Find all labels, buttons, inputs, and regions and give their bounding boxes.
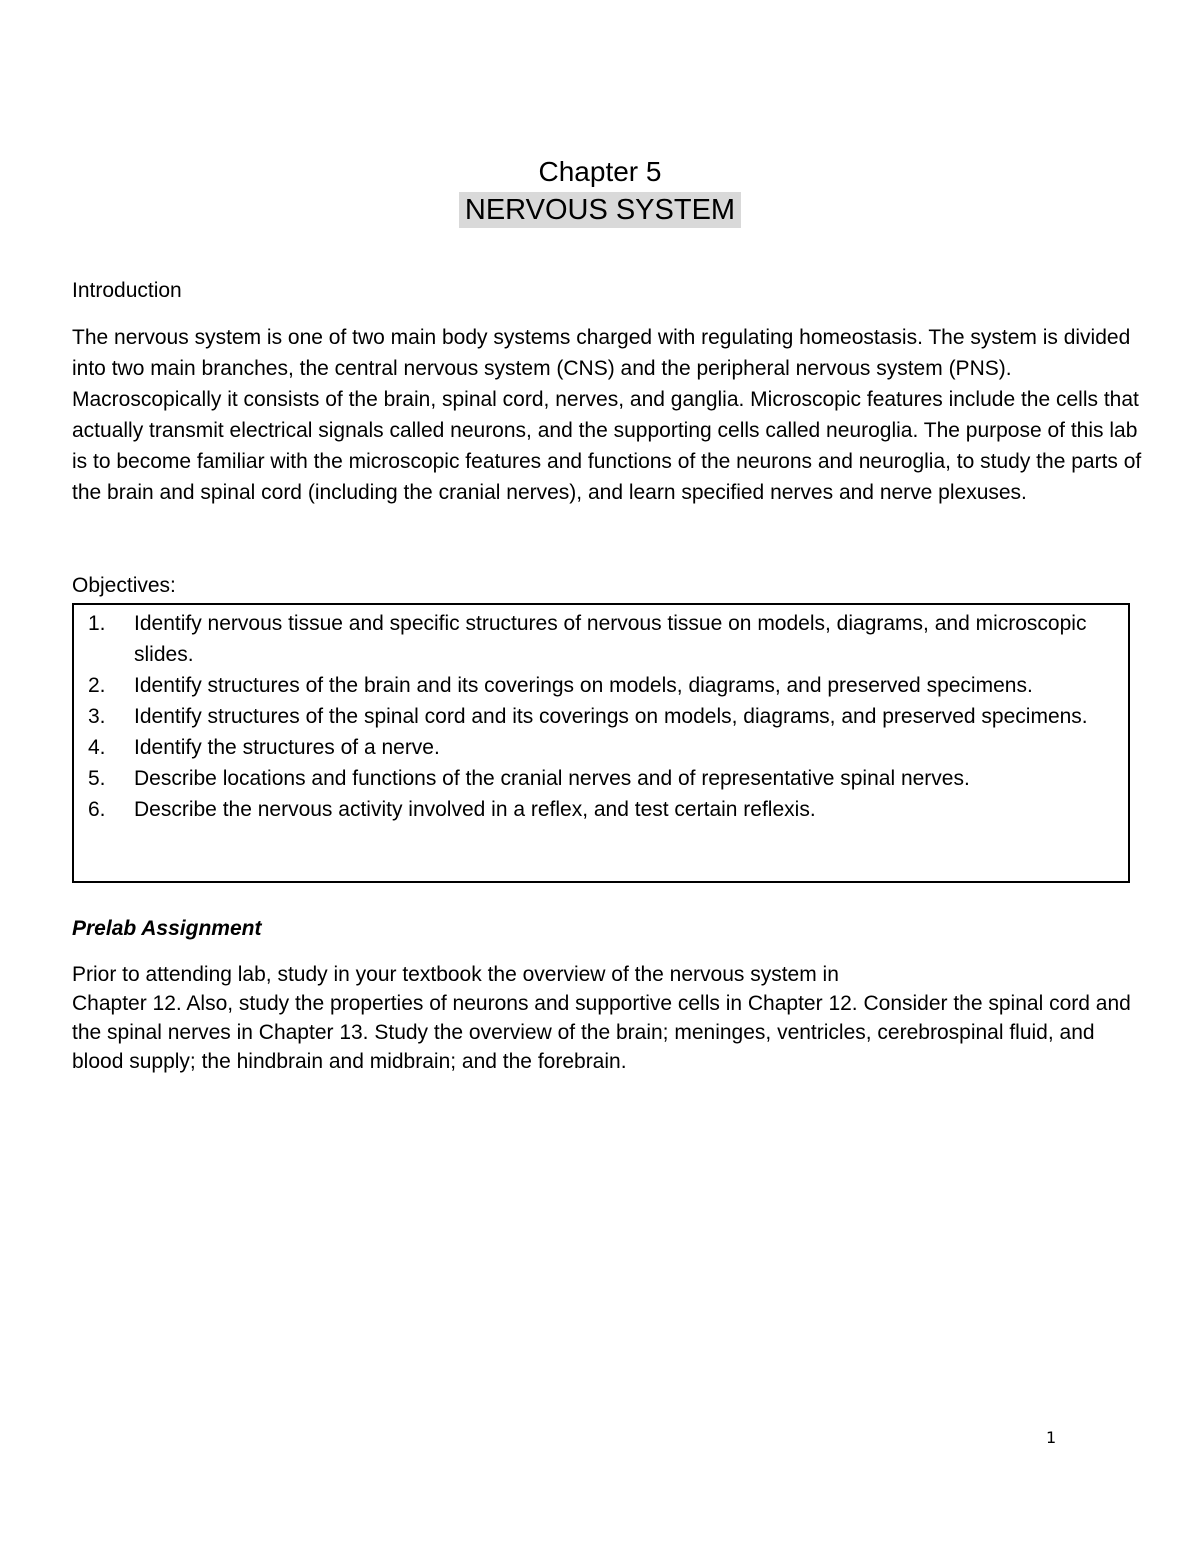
introduction-heading: Introduction — [72, 279, 182, 302]
objective-item — [88, 608, 1114, 670]
objectives-box — [72, 603, 1130, 883]
page-title: NERVOUS SYSTEM — [459, 192, 741, 228]
objective-item — [88, 794, 1114, 825]
objective-number: 3. — [88, 705, 106, 728]
chapter-label: Chapter 5 — [538, 156, 662, 187]
objective-number: 2. — [88, 674, 106, 697]
objective-number: 4. — [88, 736, 106, 759]
prelab-remaining-text: Chapter 12. Also, study the properties of neurons and supportive cells in Chapter 12. Consider the spinal cord and the spinal nerves in Chapter 13. Study the overview of the brain; meninges, ventricles, cerebrospinal fluid, and blood supply; the hindbrain and midbrain; and the forebrain. — [72, 992, 1131, 1073]
introduction-paragraph: The nervous system is one of two main body systems charged with regulating homeostasis. The system is divided into two main branches, the central nervous system (CNS) and the peripheral nervous system (PNS). Macroscopically it consists of the brain, spinal cord, nerves, and ganglia. Microscopic features include the cells that actually transmit electrical signals called neurons, and the supporting cells called neuroglia. The purpose of this lab is to become familiar with the microscopic features and functions of the neurons and neuroglia, to study the parts of the brain and spinal cord (including the cranial nerves), and learn specified nerves and nerve plexuses. — [72, 326, 1142, 504]
objectives-list — [88, 608, 1114, 825]
objective-text: Identify structures of the brain and its coverings on models, diagrams, and preserved specimens. — [134, 674, 1033, 697]
objective-item — [88, 670, 1114, 701]
objective-number: 6. — [88, 798, 106, 821]
objective-text: Describe the nervous activity involved in a reflex, and test certain reflexis. — [134, 798, 816, 821]
prelab-heading: Prelab Assignment — [72, 917, 262, 940]
prelab-first-line: Prior to attending lab, study in your textbook the overview of the nervous system in — [72, 963, 839, 986]
page-number: 1 — [1046, 1428, 1057, 1447]
objective-number: 5. — [88, 767, 106, 790]
prelab-paragraph — [72, 960, 1142, 1076]
objective-text: Identify the structures of a nerve. — [134, 736, 440, 759]
objective-text: Identify structures of the spinal cord and its coverings on models, diagrams, and preserved specimens. — [134, 705, 1088, 728]
objective-text: Describe locations and functions of the cranial nerves and of representative spinal nerves. — [134, 767, 970, 790]
objective-item — [88, 701, 1114, 732]
objective-text: Identify nervous tissue and specific structures of nervous tissue on models, diagrams, and microscopic slides. — [134, 612, 1087, 666]
objective-item — [88, 732, 1114, 763]
title-container — [0, 192, 1200, 228]
objectives-heading: Objectives: — [72, 574, 176, 597]
objective-number: 1. — [88, 612, 106, 635]
objective-item — [88, 763, 1114, 794]
